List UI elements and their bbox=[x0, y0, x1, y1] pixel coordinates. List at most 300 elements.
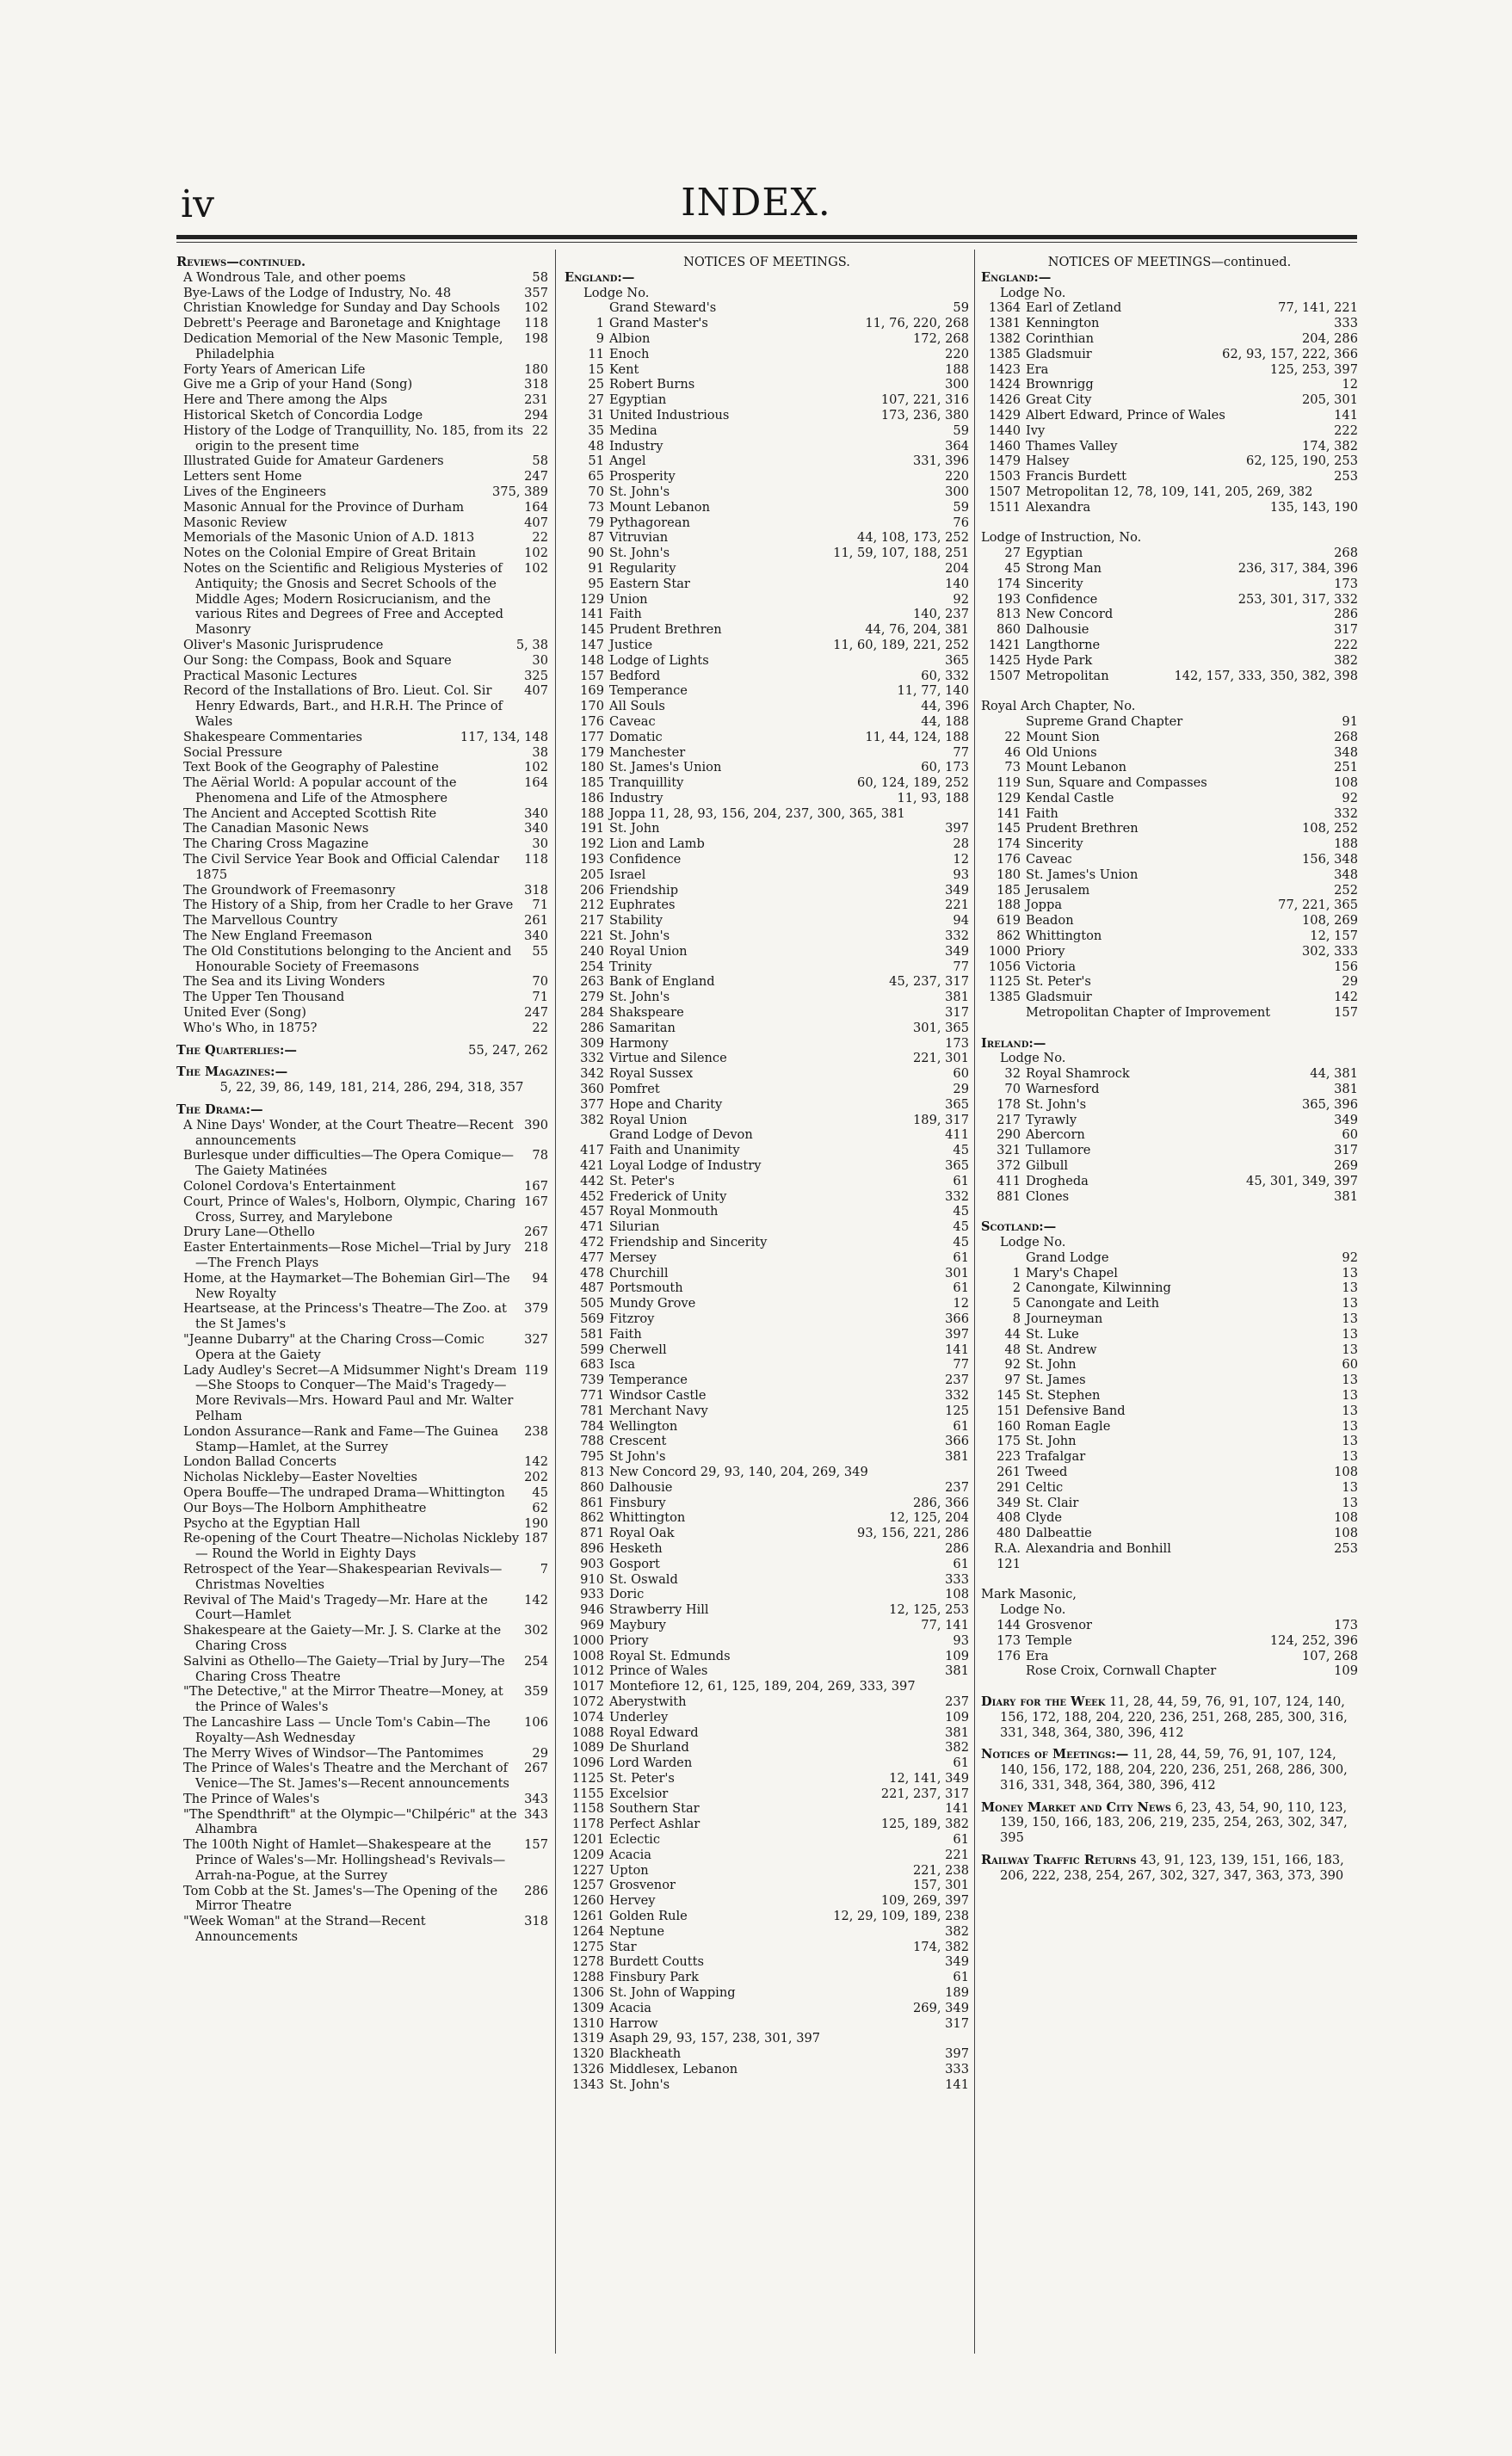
column-divider bbox=[555, 250, 556, 2354]
review-entry bbox=[176, 929, 548, 944]
entry-pages: 7 bbox=[540, 1561, 548, 1577]
entry-pages: 247 bbox=[524, 1005, 548, 1021]
lodge-number: 11 bbox=[588, 346, 604, 361]
scotland-lodge-row bbox=[981, 1296, 1358, 1311]
entry-title: The 100th Night of Hamlet—Shakespeare at the Prince of Wales's—Mr. Hollingshead's Revivals—Arrah-na-Pogue, at the Surrey bbox=[183, 1837, 506, 1883]
lodge-number: 2 bbox=[1012, 1280, 1021, 1296]
lodge-row bbox=[565, 392, 969, 408]
lodge-row bbox=[565, 1970, 969, 1985]
lodge-pages: 411 bbox=[945, 1127, 969, 1143]
lodge-row bbox=[565, 1602, 969, 1618]
lodge-name: Clones bbox=[1026, 1188, 1070, 1204]
lodge-number: 144 bbox=[997, 1617, 1021, 1632]
drama-entry bbox=[176, 1148, 548, 1179]
lodge-row bbox=[565, 2062, 969, 2077]
page-number: iv bbox=[181, 182, 214, 226]
lodge-pages: 156 bbox=[1334, 959, 1358, 974]
lodge-name: Pythagorean bbox=[609, 515, 690, 530]
lodge-name: Temple bbox=[1026, 1632, 1072, 1648]
lodge-name: Abercorn bbox=[1026, 1127, 1085, 1143]
scotland-lodge-row bbox=[981, 1541, 1358, 1572]
page-refs: 43, 91, 123, 139, 151, 166, 183, 206, 222, 238, 254, 267, 302, 327, 347, 363, 373, 390 bbox=[1000, 1853, 1344, 1883]
lodge-name: Underley bbox=[609, 1709, 669, 1725]
arch-chapter-row bbox=[981, 867, 1358, 883]
entry-pages: 117, 134, 148 bbox=[460, 729, 548, 744]
lodge-pages: 62, 93, 157, 222, 366 bbox=[1222, 346, 1358, 361]
entry-title: The Canadian Masonic News bbox=[183, 821, 369, 836]
arch-chapter-row bbox=[981, 913, 1358, 929]
entry-title: Notes on the Colonial Empire of Great Britain bbox=[183, 546, 477, 561]
entry-title: The Old Constitutions belonging to the Ancient and Honourable Society of Freemasons bbox=[183, 943, 512, 974]
lodge-number: 871 bbox=[580, 1526, 604, 1541]
lodge-number: 1125 bbox=[571, 1770, 604, 1786]
lodge-name: Aberystwith bbox=[609, 1694, 687, 1709]
lodge-pages: 236, 317, 384, 396 bbox=[1237, 560, 1358, 576]
lodge-pages: 44, 396 bbox=[921, 699, 969, 714]
entry-pages: 359 bbox=[524, 1684, 548, 1700]
lodge-name: Royal Union bbox=[609, 943, 688, 959]
lodge-row bbox=[565, 2077, 969, 2093]
lodge-row bbox=[981, 484, 1358, 500]
lodge-row bbox=[565, 1327, 969, 1342]
lodge-row bbox=[981, 362, 1358, 378]
lodge-name: Asaph 29, 93, 157, 238, 301, 397 bbox=[609, 2031, 821, 2046]
lodge-pages: 109 bbox=[945, 1709, 969, 1725]
lodge-number: 421 bbox=[580, 1158, 604, 1174]
lodge-number: 9 bbox=[596, 330, 604, 346]
lodge-name: St. Peter's bbox=[609, 1770, 675, 1786]
lodge-name: Grand Master's bbox=[609, 316, 708, 331]
arch-chapter-list bbox=[981, 714, 1358, 1021]
lodge-pages: 61 bbox=[953, 1250, 969, 1265]
lodge-name: Egyptian bbox=[609, 392, 667, 408]
lodge-number: 1155 bbox=[571, 1786, 604, 1801]
lodge-pages: 397 bbox=[945, 2046, 969, 2062]
lodge-number: 157 bbox=[580, 668, 604, 683]
instruction-row bbox=[981, 653, 1358, 669]
lodge-name: Grand Steward's bbox=[609, 300, 717, 316]
entry-pages: 58 bbox=[532, 269, 548, 285]
lodge-row bbox=[565, 546, 969, 561]
lodge-name: Trafalgar bbox=[1026, 1449, 1086, 1465]
lodge-pages: 76 bbox=[953, 515, 969, 530]
lodge-pages: 188 bbox=[1334, 836, 1358, 852]
lodge-number: 193 bbox=[997, 591, 1021, 607]
lodge-name: Royal St. Edmunds bbox=[609, 1648, 731, 1663]
lodge-name: Neptune bbox=[609, 1923, 665, 1939]
lodge-number: 1320 bbox=[571, 2046, 604, 2062]
lodge-name: Samaritan bbox=[609, 1020, 676, 1035]
lodge-number: 217 bbox=[997, 1112, 1021, 1127]
review-entry bbox=[176, 806, 548, 822]
lodge-number: 581 bbox=[580, 1326, 604, 1342]
lodge-row bbox=[565, 1924, 969, 1940]
lodge-name: Middlesex, Lebanon bbox=[609, 2062, 738, 2077]
lodge-name: Excelsior bbox=[609, 1786, 669, 1801]
lodge-pages: 12 bbox=[1342, 377, 1358, 392]
lodge-name: Kent bbox=[609, 361, 639, 377]
drama-entry bbox=[176, 1593, 548, 1624]
lodge-name: St. John's bbox=[609, 2076, 670, 2092]
arch-chapter-row bbox=[981, 944, 1358, 960]
lodge-name: Drogheda bbox=[1026, 1173, 1089, 1188]
entry-title: United Ever (Song) bbox=[183, 1005, 306, 1021]
lodge-number: 477 bbox=[580, 1250, 604, 1265]
lodge-row bbox=[565, 1679, 969, 1694]
lodge-number: 173 bbox=[997, 1632, 1021, 1648]
lodge-row bbox=[565, 1557, 969, 1572]
lodge-number: 896 bbox=[580, 1540, 604, 1556]
drama-entry bbox=[176, 1485, 548, 1501]
drama-entry bbox=[176, 1562, 548, 1593]
lodge-row bbox=[565, 883, 969, 898]
lodge-pages: 60, 332 bbox=[921, 668, 969, 683]
lodge-number: 217 bbox=[580, 913, 604, 929]
entry-title: The Lancashire Lass — Uncle Tom's Cabin—The Royalty—Ash Wednesday bbox=[183, 1714, 491, 1745]
lodge-row bbox=[981, 347, 1358, 362]
entry-pages: 247 bbox=[524, 469, 548, 484]
lodge-number: 472 bbox=[580, 1235, 604, 1250]
lodge-number: 191 bbox=[580, 821, 604, 836]
lodge-number: 25 bbox=[588, 377, 604, 392]
lodge-name: Doric bbox=[609, 1587, 645, 1602]
lodge-name: Celtic bbox=[1026, 1479, 1064, 1495]
drama-entry bbox=[176, 1746, 548, 1762]
entry-pages: 71 bbox=[532, 898, 548, 913]
lodge-name: Mersey bbox=[609, 1250, 657, 1265]
lodge-pages: 237 bbox=[945, 1373, 969, 1388]
entry-pages: 22 bbox=[532, 530, 548, 546]
lodge-row bbox=[565, 1219, 969, 1235]
entry-pages: 106 bbox=[524, 1714, 548, 1730]
lodge-number: 417 bbox=[580, 1143, 604, 1158]
lodge-name: Roman Eagle bbox=[1026, 1418, 1111, 1434]
lodge-name: Faith bbox=[1026, 805, 1058, 821]
lodge-number: 813 bbox=[580, 1464, 604, 1479]
lodge-pages: 45, 237, 317 bbox=[889, 974, 969, 990]
lodge-pages: 93, 156, 221, 286 bbox=[857, 1526, 969, 1541]
entry-title: The Aërial World: A popular account of the Phenomena and Life of the Atmosphere bbox=[183, 775, 457, 805]
lodge-number: 505 bbox=[580, 1296, 604, 1311]
entry-pages: 357 bbox=[524, 285, 548, 300]
lodge-row bbox=[981, 454, 1358, 469]
lodge-number: 48 bbox=[1004, 1342, 1021, 1357]
lodge-number: 175 bbox=[997, 1434, 1021, 1449]
lodge-pages: 269, 349 bbox=[913, 2000, 969, 2015]
lodge-pages: 222 bbox=[1334, 637, 1358, 652]
lodge-name: Trinity bbox=[609, 959, 652, 974]
lodge-pages: 11, 59, 107, 188, 251 bbox=[833, 546, 969, 561]
scotland-lodge-row bbox=[981, 1388, 1358, 1404]
lodge-number: 240 bbox=[580, 943, 604, 959]
lodge-no-label: Lodge No. bbox=[583, 285, 650, 300]
lodge-row bbox=[565, 1954, 969, 1970]
entry-pages: 22 bbox=[532, 423, 548, 438]
scotland-lodge-row bbox=[981, 1250, 1358, 1266]
scotland-lodge-row bbox=[981, 1311, 1358, 1327]
lodge-number: 1278 bbox=[571, 1954, 604, 1970]
lodge-number: 97 bbox=[1004, 1373, 1021, 1388]
lodge-name: Eclectic bbox=[609, 1832, 661, 1848]
review-entry bbox=[176, 300, 548, 316]
lodge-name: Frederick of Unity bbox=[609, 1188, 727, 1204]
lodge-name: Lord Warden bbox=[609, 1756, 693, 1771]
lodge-number: 860 bbox=[997, 622, 1021, 638]
entry-title: Colonel Cordova's Entertainment bbox=[183, 1179, 396, 1194]
lodge-pages: 13 bbox=[1342, 1326, 1358, 1342]
lodge-number: 1008 bbox=[571, 1648, 604, 1663]
lodge-row bbox=[565, 1342, 969, 1358]
lodge-row bbox=[565, 714, 969, 730]
lodge-name: Albion bbox=[609, 330, 651, 346]
lodge-pages: 222 bbox=[1334, 423, 1358, 438]
lodge-pages: 253 bbox=[1334, 1540, 1358, 1556]
lodge-pages: 77 bbox=[953, 959, 969, 974]
lodge-pages: 45 bbox=[953, 1204, 969, 1219]
lodge-number: 788 bbox=[580, 1434, 604, 1449]
lodge-name: St. John's bbox=[609, 990, 670, 1005]
lodge-row bbox=[565, 1878, 969, 1893]
instruction-row bbox=[981, 592, 1358, 608]
lodge-name: Gilbull bbox=[1026, 1158, 1069, 1174]
lodge-pages: 156, 348 bbox=[1302, 852, 1358, 867]
lodge-row bbox=[565, 1940, 969, 1955]
entry-title: The History of a Ship, from her Cradle to her Grave bbox=[183, 898, 514, 913]
lodge-name: Windsor Castle bbox=[609, 1387, 707, 1403]
section-heading: Reviews—continued. bbox=[176, 255, 306, 269]
lodge-name: Acacia bbox=[609, 2000, 651, 2015]
section-heading: The Magazines:— bbox=[176, 1064, 288, 1080]
lodge-row bbox=[565, 990, 969, 1005]
lodge-name: Gosport bbox=[609, 1556, 660, 1571]
lodge-number: 1423 bbox=[988, 361, 1021, 377]
arch-chapter-row bbox=[981, 960, 1358, 975]
lodge-row bbox=[565, 1817, 969, 1832]
lodge-pages: 13 bbox=[1342, 1387, 1358, 1403]
lodge-number: 263 bbox=[580, 974, 604, 990]
lodge-pages: 77 bbox=[953, 744, 969, 760]
entry-pages: 45 bbox=[532, 1484, 548, 1500]
lodge-row bbox=[565, 1373, 969, 1388]
review-entry bbox=[176, 515, 548, 531]
entry-pages: 343 bbox=[524, 1791, 548, 1806]
lodge-name: Supreme Grand Chapter bbox=[1026, 713, 1183, 729]
lodge-name: Vitruvian bbox=[609, 530, 669, 546]
lodge-name: Grand Lodge bbox=[1026, 1250, 1109, 1265]
lodge-pages: 13 bbox=[1342, 1280, 1358, 1296]
lodge-pages: 12, 141, 349 bbox=[889, 1770, 969, 1786]
lodge-number: 284 bbox=[580, 1005, 604, 1021]
lodge-pages: 124, 252, 396 bbox=[1269, 1632, 1358, 1648]
lodge-number: 254 bbox=[580, 959, 604, 974]
lodge-row bbox=[565, 944, 969, 960]
drama-entry bbox=[176, 1240, 548, 1271]
lodge-number: 1426 bbox=[988, 392, 1021, 408]
lodge-row bbox=[565, 1266, 969, 1281]
entry-title: Notes on the Scientific and Religious Mysteries of Antiquity; the Gnosis and Secret Schools of the Middle Ages; Modern Rosicrucianism, and the various Rites and Degrees of Free and Accepted Masonry bbox=[183, 560, 503, 638]
lodge-number: 185 bbox=[580, 775, 604, 791]
instruction-row bbox=[981, 546, 1358, 561]
lodge-number: 179 bbox=[580, 744, 604, 760]
review-entry bbox=[176, 454, 548, 469]
page-refs: 11, 28, 44, 59, 76, 91, 107, 124, 140, 156, 172, 188, 204, 220, 236, 251, 268, 285, 300, 316, 331, 348, 364, 380, 396, 412 bbox=[1000, 1694, 1348, 1740]
lodge-number: 903 bbox=[580, 1556, 604, 1571]
lodge-number: 360 bbox=[580, 1082, 604, 1097]
lodge-number: 119 bbox=[997, 775, 1021, 791]
entry-pages: 118 bbox=[524, 316, 548, 331]
entry-title: The Ancient and Accepted Scottish Rite bbox=[183, 805, 437, 821]
notices-entry bbox=[981, 1747, 1358, 1793]
ireland-lodge-row bbox=[981, 1143, 1358, 1158]
entry-title: Psycho at the Egyptian Hall bbox=[183, 1515, 361, 1531]
lodge-number: 1158 bbox=[571, 1801, 604, 1817]
entry-pages: 102 bbox=[524, 760, 548, 775]
lodge-name: Defensive Band bbox=[1026, 1403, 1126, 1418]
entry-pages: 343 bbox=[524, 1806, 548, 1822]
lodge-name: Friendship and Sincerity bbox=[609, 1235, 768, 1250]
lodge-pages: 365, 396 bbox=[1302, 1096, 1358, 1112]
lodge-name: Angel bbox=[609, 454, 646, 469]
lodge-name: Royal Shamrock bbox=[1026, 1066, 1130, 1082]
lodge-name: Perfect Ashlar bbox=[609, 1817, 700, 1832]
lodge-number: 129 bbox=[580, 591, 604, 607]
lodge-pages: 12, 125, 253 bbox=[889, 1602, 969, 1618]
ireland-lodge-row bbox=[981, 1174, 1358, 1189]
arch-chapter-row bbox=[981, 775, 1358, 791]
lodge-number: 1000 bbox=[988, 943, 1021, 959]
lodge-name: Sincerity bbox=[1026, 836, 1083, 852]
lodge-pages: 173, 236, 380 bbox=[880, 407, 969, 423]
lodge-number: 145 bbox=[997, 821, 1021, 836]
lodge-number: 70 bbox=[588, 484, 604, 499]
scotland-lodge-row bbox=[981, 1404, 1358, 1419]
lodge-number: 478 bbox=[580, 1265, 604, 1280]
lodge-name: Tyrawly bbox=[1026, 1112, 1077, 1127]
lodge-number: 1424 bbox=[988, 377, 1021, 392]
lodge-name: Thames Valley bbox=[1026, 438, 1118, 454]
section-heading: Diary for the Week bbox=[981, 1694, 1106, 1709]
header-rule-thin bbox=[176, 242, 1357, 243]
lodge-number: 332 bbox=[580, 1051, 604, 1066]
railway-entry bbox=[981, 1853, 1358, 1884]
lodge-name: Beadon bbox=[1026, 913, 1074, 929]
entry-title: A Wondrous Tale, and other poems bbox=[183, 269, 406, 285]
lodge-name: Tweed bbox=[1026, 1464, 1068, 1479]
lodge-number: 31 bbox=[588, 407, 604, 423]
entry-pages: 55 bbox=[532, 943, 548, 959]
lodge-pages: 45, 301, 349, 397 bbox=[1246, 1173, 1358, 1188]
instruction-list bbox=[981, 546, 1358, 683]
lodge-name: Silurian bbox=[609, 1219, 660, 1235]
lodge-name: Grand Lodge of Devon bbox=[609, 1127, 753, 1143]
lodge-row bbox=[565, 1909, 969, 1924]
lodge-row bbox=[565, 929, 969, 944]
lodge-pages: 333 bbox=[945, 2062, 969, 2077]
lodge-pages: 13 bbox=[1342, 1265, 1358, 1280]
section-heading: NOTICES OF MEETINGS. bbox=[683, 255, 850, 269]
lodge-row bbox=[565, 1618, 969, 1633]
region-heading: Ireland:— bbox=[981, 1035, 1046, 1051]
entry-pages: 187 bbox=[524, 1531, 548, 1546]
review-entry bbox=[176, 1005, 548, 1021]
lodge-pages: 13 bbox=[1342, 1495, 1358, 1510]
lodge-number: 382 bbox=[580, 1112, 604, 1127]
lodge-number: 1319 bbox=[571, 2031, 604, 2046]
entry-pages: 318 bbox=[524, 882, 548, 898]
lodge-pages: 93 bbox=[953, 1632, 969, 1648]
region-heading: England:— bbox=[981, 269, 1052, 285]
drama-entry bbox=[176, 1761, 548, 1792]
lodge-number: 174 bbox=[997, 836, 1021, 852]
lodge-name: Churchill bbox=[609, 1265, 669, 1280]
lodge-row bbox=[565, 1694, 969, 1710]
lodge-number: 1072 bbox=[571, 1694, 604, 1709]
lodge-pages: 11, 77, 140 bbox=[897, 683, 969, 699]
lodge-pages: 301, 365 bbox=[913, 1020, 969, 1035]
section-heading: NOTICES OF MEETINGS—continued. bbox=[1047, 255, 1292, 269]
drama-entry bbox=[176, 1884, 548, 1915]
lodge-name: Crescent bbox=[609, 1434, 667, 1449]
lodge-name: Whittington bbox=[609, 1510, 686, 1526]
lodge-number: 771 bbox=[580, 1387, 604, 1403]
lodge-name: Corinthian bbox=[1026, 330, 1095, 346]
lodge-row bbox=[565, 730, 969, 745]
lodge-row bbox=[565, 1296, 969, 1311]
lodge-pages: 13 bbox=[1342, 1403, 1358, 1418]
lodge-name: Whittington bbox=[1026, 929, 1102, 944]
drama-entry bbox=[176, 1684, 548, 1715]
entry-pages: 70 bbox=[532, 974, 548, 990]
entry-title: Court, Prince of Wales's, Holborn, Olympic, Charing Cross, Surrey, and Marylebone bbox=[183, 1194, 516, 1225]
lodge-row bbox=[565, 898, 969, 913]
lodge-name: St. Peter's bbox=[1026, 974, 1091, 990]
entry-pages: 157 bbox=[524, 1837, 548, 1853]
entry-pages: 167 bbox=[524, 1179, 548, 1194]
lodge-name: Ivy bbox=[1026, 423, 1046, 438]
lodge-name: St. John bbox=[1026, 1357, 1077, 1373]
lodge-number: 95 bbox=[588, 576, 604, 591]
arch-chapter-row bbox=[981, 745, 1358, 761]
entry-pages: 340 bbox=[524, 821, 548, 836]
lodge-pages: 108 bbox=[945, 1587, 969, 1602]
drama-entry bbox=[176, 1501, 548, 1516]
lodge-number: 1088 bbox=[571, 1725, 604, 1740]
entry-pages: 318 bbox=[524, 377, 548, 392]
lodge-no-label: Lodge No. bbox=[1000, 285, 1066, 300]
lodge-pages: 173 bbox=[1334, 1617, 1358, 1632]
lodge-number: 1012 bbox=[571, 1663, 604, 1679]
page-refs: 5, 22, 39, 86, 149, 181, 214, 286, 294, 318, 357 bbox=[219, 1080, 524, 1095]
entry-pages: 407 bbox=[524, 515, 548, 530]
subsection-heading: Lodge of Instruction, No. bbox=[981, 530, 1142, 546]
lodge-pages: 59 bbox=[953, 423, 969, 438]
instruction-row bbox=[981, 577, 1358, 592]
lodge-pages: 221 bbox=[945, 1847, 969, 1862]
lodge-row bbox=[565, 1710, 969, 1725]
lodge-pages: 173 bbox=[1334, 576, 1358, 591]
lodge-row bbox=[565, 469, 969, 484]
lodge-name: Confidence bbox=[1026, 591, 1098, 607]
drama-entry bbox=[176, 1332, 548, 1363]
lodge-row bbox=[565, 1832, 969, 1848]
lodge-number: 169 bbox=[580, 683, 604, 699]
entry-title: The Groundwork of Freemasonry bbox=[183, 882, 396, 898]
lodge-pages: 333 bbox=[945, 1571, 969, 1587]
entry-title: Re-opening of the Court Theatre—Nicholas Nickleby — Round the World in Eighty Days bbox=[183, 1531, 520, 1562]
lodge-pages: 92 bbox=[953, 591, 969, 607]
lodge-number: 946 bbox=[580, 1602, 604, 1618]
subsection-heading: Royal Arch Chapter, No. bbox=[981, 699, 1136, 714]
